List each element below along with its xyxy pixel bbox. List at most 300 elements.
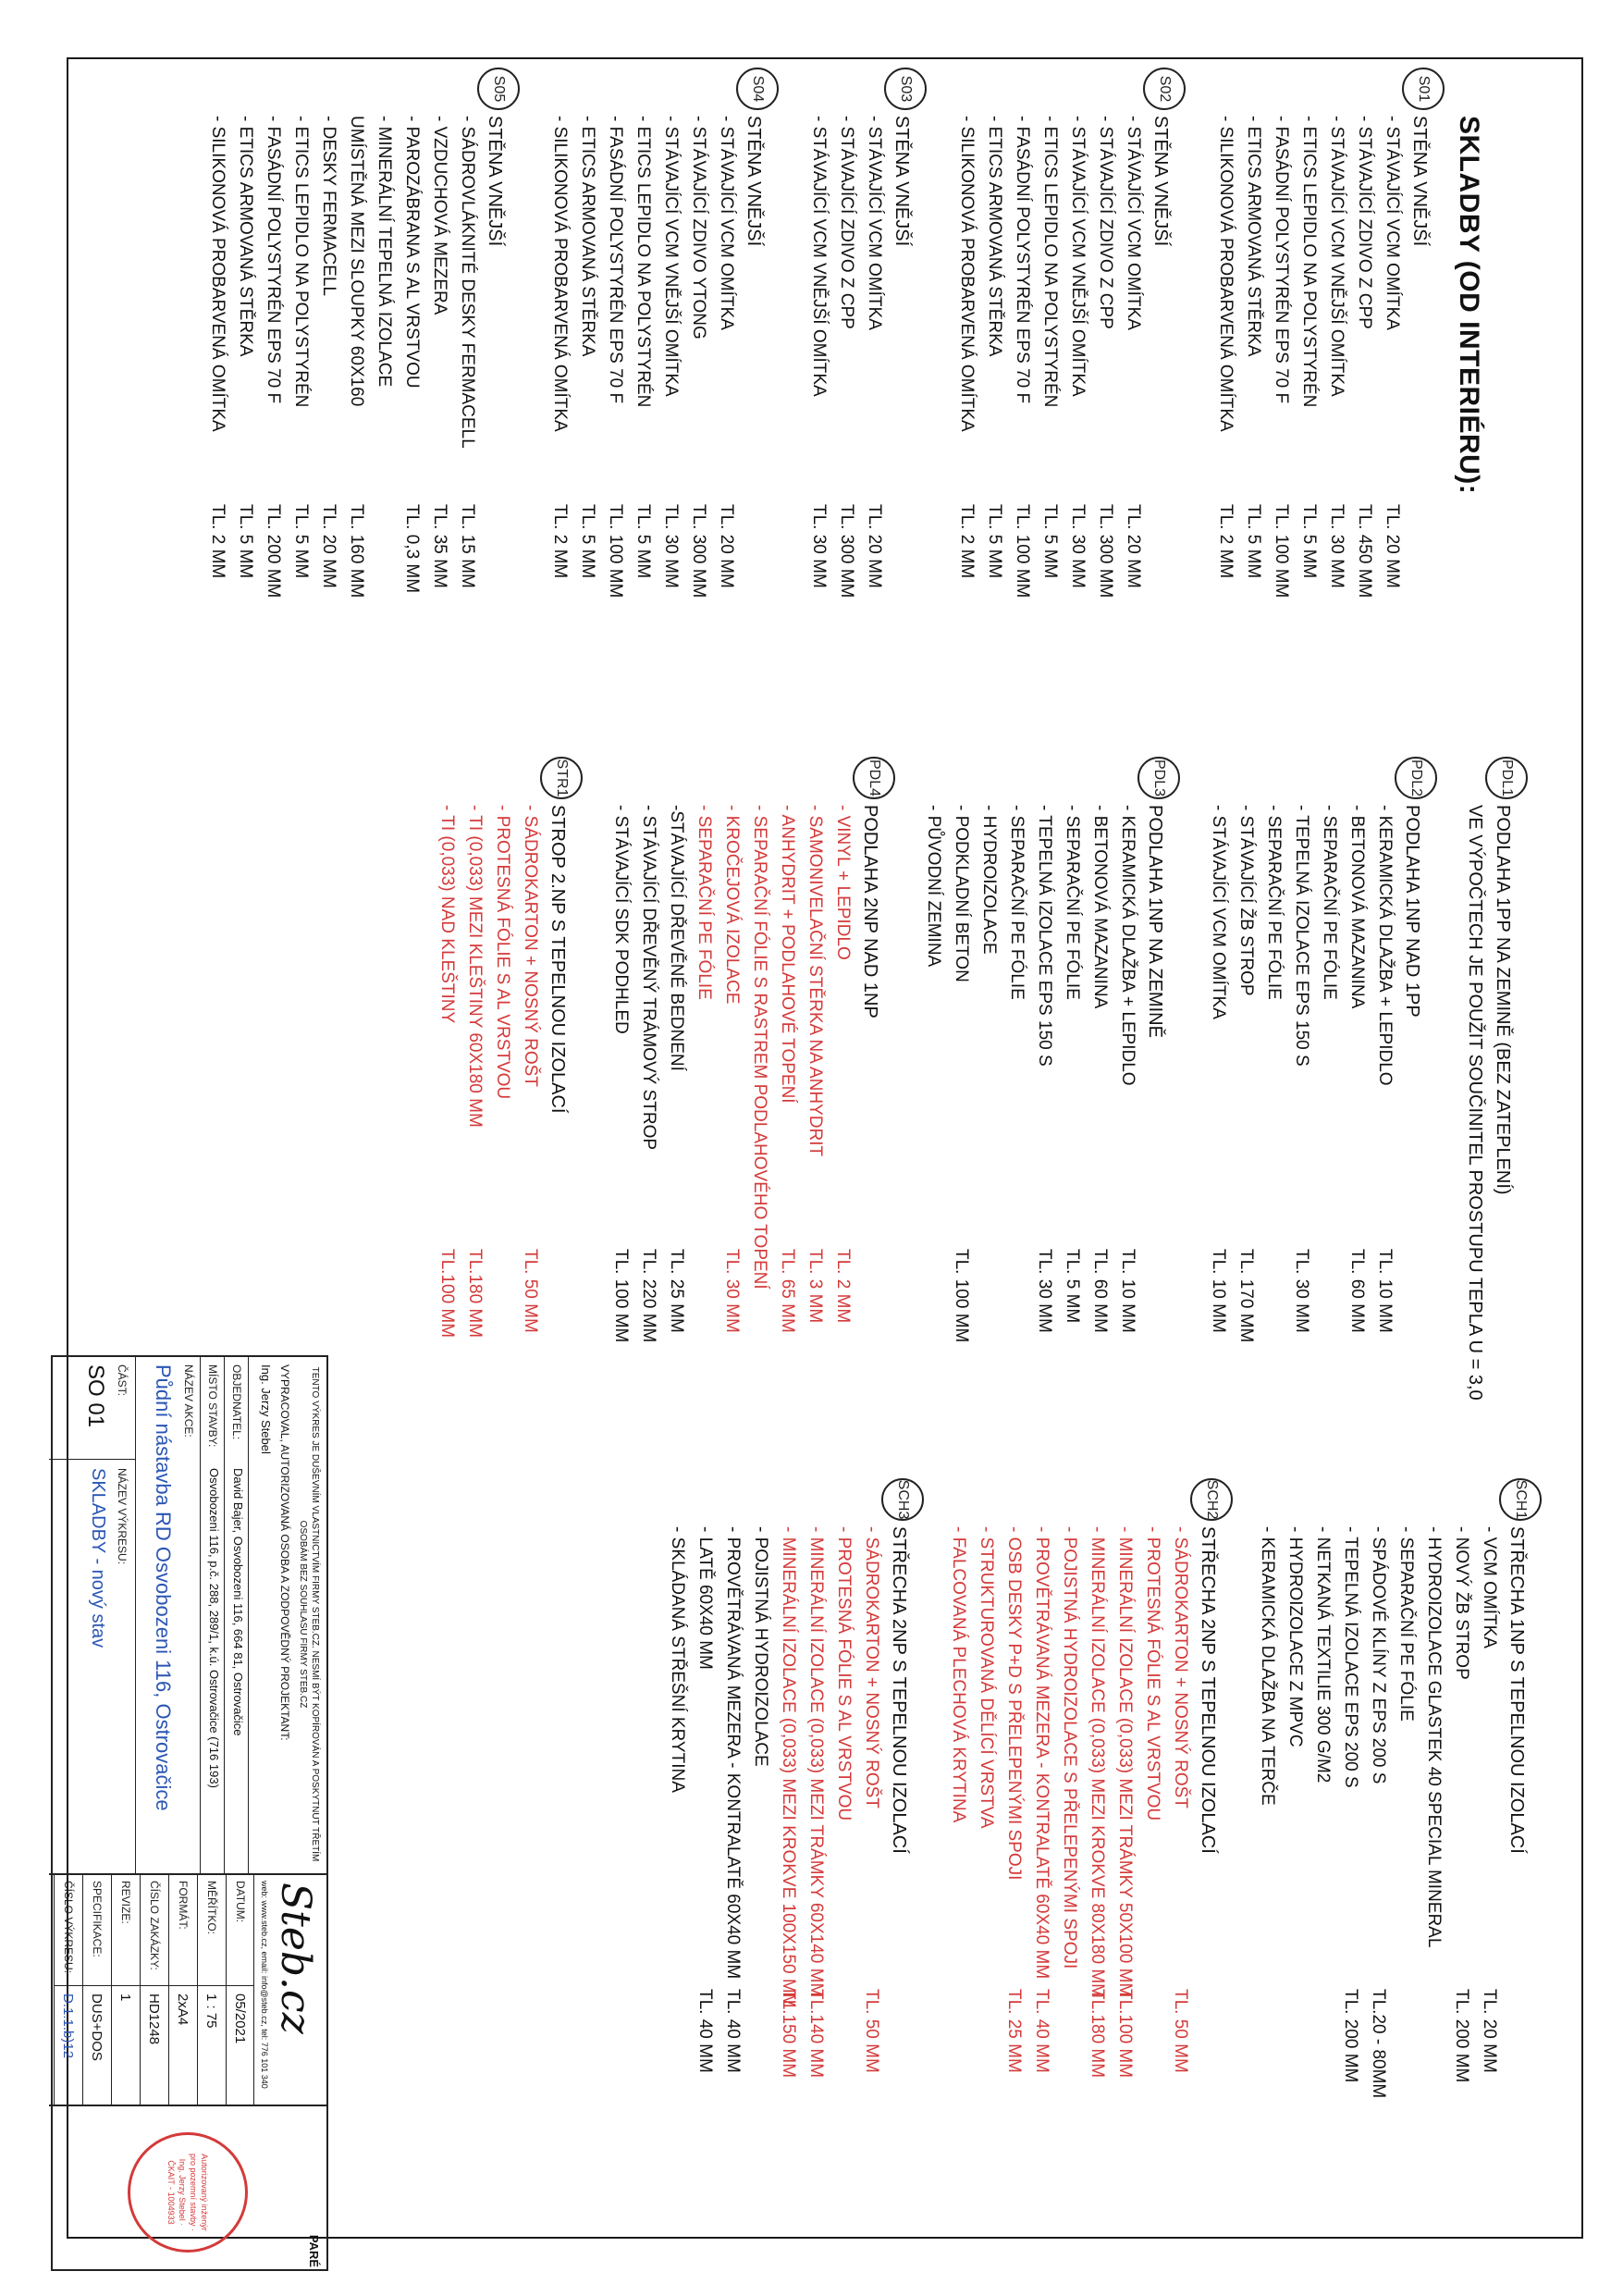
layer-name: - STRUKTUROVANÁ DĚLÍCÍ VRSTVA (977, 1526, 996, 1829)
designer-name: Ing. Jerzy Stebel (259, 1364, 273, 1454)
layer-row (1113, 805, 1141, 1526)
layer-row (801, 805, 829, 1526)
layer-name: - TI (0,033) NAD KLEŠTINY (437, 805, 457, 1024)
layer-row (1447, 1526, 1475, 2248)
site-value: Osvobozeni 116, p.č. 288, 289/1, k.ú. Ostrovačice (716 193) (207, 1468, 221, 1788)
layer-row (774, 1526, 802, 2248)
layer-row (1002, 805, 1030, 1526)
layer-name: - PROVĚTRÁVANÁ MEZERA - KONTRALATĚ 60X40 MM (723, 1526, 743, 1980)
layer-name: - SILIKONOVÁ PROBARVENÁ OMÍTKA (550, 116, 570, 432)
layer-thickness: TL. 20 MM (1383, 504, 1402, 588)
section-tag: S01 (1402, 68, 1445, 110)
layer-row (1295, 116, 1322, 763)
layer-row (488, 805, 516, 1526)
layer-thickness: TL. 10 MM (1209, 1249, 1228, 1333)
layer-name: - BETONOVÁ MAZANINA (1347, 805, 1367, 1009)
section-heading: PODLAHA 2NP NAD 1NP (860, 805, 880, 1018)
layer-thickness: TL. 2 MM (833, 1249, 853, 1324)
row-label: SPECIFIKACE: (83, 1875, 111, 1986)
layer-thickness: TL. 20 MM (717, 504, 736, 588)
layer-row (662, 805, 690, 1526)
layer-name: - MINERÁLNÍ TEPELNÁ IZOLACE (375, 116, 394, 388)
layer-thickness: TL. 40 MM (723, 1989, 743, 2073)
section-tag: S04 (736, 68, 779, 110)
layer-thickness: TL.180 MM (1088, 1989, 1107, 2079)
layer-thickness: TL. 5 MM (236, 504, 255, 579)
layer-name: - TI (0,033) MEZI KLEŠTINY 60X180 MM (465, 805, 485, 1128)
layer-row (773, 805, 801, 1526)
layer-row (1008, 116, 1036, 763)
layer-thickness: TL. 10 MM (1118, 1249, 1137, 1333)
layer-name: - SILIKONOVÁ PROBARVENÁ OMÍTKA (208, 116, 227, 432)
layer-name: - STÁVAJÍCÍ VCM VNĚJŠÍ OMÍTKA (661, 116, 681, 397)
layer-thickness: TL. 100 MM (1272, 504, 1291, 599)
title-block-row (111, 1875, 140, 2105)
layer-row (953, 116, 980, 763)
row-value: 2xA4 (175, 1994, 191, 2026)
layer-name: - FALCOVANÁ PLECHOVÁ KRYTINA (949, 1526, 968, 1823)
layer-thickness: TL. 5 MM (1244, 504, 1263, 579)
section-heading: PODLAHA 1NP NAD 1PP (1402, 805, 1422, 1018)
layer-row (684, 116, 712, 763)
layer-name: - STÁVAJÍCÍ VCM OMÍTKA (1124, 116, 1143, 330)
layer-thickness: TL. 5 MM (1063, 1249, 1082, 1324)
layer-thickness: TL. 5 MM (633, 504, 653, 579)
layer-thickness: TL.100 MM (1115, 1989, 1135, 2079)
stamp-text: Autorizovaný inženýr pro pozemní stavby · Ing. Jerzy Stebel · ČKAIT - 1004933 (166, 2153, 209, 2232)
layer-name: - MINERÁLNÍ IZOLACE (0,033) MEZI KROKVE 80X180 MM (1088, 1526, 1107, 1998)
layer-name: - PROTESNÁ FÓLIE S AL VRSTVOU (834, 1526, 854, 1821)
roofs-column (632, 1479, 1531, 2248)
layer-row (829, 805, 856, 1526)
layer-name: - SILIKONOVÁ PROBARVENÁ OMÍTKA (1216, 116, 1236, 432)
client-label: OBJEDNATEL: (230, 1364, 243, 1440)
layer-name: - ETICS LEPIDLO NA POLYSTYRÉN (1299, 116, 1319, 408)
layer-thickness: TL. 30 MM (809, 504, 829, 588)
layer-name: - SEPARAČNÍ PE FÓLIE (1063, 805, 1082, 1000)
layer-name: - STÁVAJÍCÍ ZDIVO YTONG (689, 116, 708, 339)
section-pdl1 (1461, 759, 1517, 1526)
layer-row (663, 1526, 691, 2248)
layer-thickness: TL. 2 MM (208, 504, 227, 579)
layer-row (947, 805, 975, 1526)
row-label: FORMÁT: (169, 1875, 197, 1986)
layer-name: - FASÁDNÍ POLYSTYRÉN EPS 70 F (1272, 116, 1291, 404)
layer-name: UMÍSTĚNÁ MEZI SLOUPKY 60X160 (347, 116, 366, 407)
layer-name: - OSB DESKY P+D S PŘELEPENÝMI SPOJI (1004, 1526, 1024, 1881)
layer-row (453, 116, 481, 763)
layer-row (342, 116, 370, 763)
layer-row (832, 116, 860, 763)
layer-thickness: TL. 20 MM (319, 504, 338, 588)
layer-row (1138, 1526, 1166, 2248)
layer-name: - POJISTNÁ HYDROIZOLACE S PŘELEPENÝMI SPOJI (1060, 1526, 1079, 1969)
layer-name: - KROČEJOVÁ IZOLACE (722, 805, 742, 1005)
title-block-table (54, 1875, 254, 2105)
layer-row (1343, 805, 1371, 1526)
layer-row (1064, 116, 1091, 763)
layer-thickness: TL. 30 MM (1035, 1249, 1054, 1333)
section-tag: S05 (477, 68, 520, 110)
layer-thickness: TL. 65 MM (778, 1249, 797, 1333)
layer-thickness: TL. 5 MM (291, 504, 311, 579)
layer-name: - VINYL + LEPIDLO (833, 805, 853, 960)
section-heading: PODLAHA 1PP NA ZEMINĚ (BEZ ZATEPLENÍ) (1493, 805, 1513, 1195)
layer-name: - SEPARAČNÍ PE FÓLIE (695, 805, 714, 1000)
section-pdl2 (1204, 759, 1426, 1526)
layer-row (1111, 1526, 1138, 2248)
layer-thickness: TL. 200 MM (1452, 1989, 1471, 2083)
section-heading: STROP 2.NP S TEPELNOU IZOLACÍ (547, 805, 568, 1114)
layer-name: - NOVÝ ŽB STROP (1452, 1526, 1471, 1680)
layer-row (231, 116, 259, 763)
layer-thickness: TL. 200 MM (1341, 1989, 1360, 2083)
layer-row (972, 1526, 1000, 2248)
layer-name: - KERAMICKÁ DLAŽBA NA TERČE (1258, 1526, 1277, 1806)
layer-row (975, 805, 1002, 1526)
layer-thickness: TL. 30 MM (1068, 504, 1088, 588)
layer-thickness: TL. 20 MM (865, 504, 884, 588)
layer-row (601, 116, 629, 763)
layer-name: - ETICS ARMOVANÁ STĚRKA (985, 116, 1004, 357)
layer-row (1055, 1526, 1083, 2248)
layer-thickness: TL. 2 MM (1216, 504, 1236, 579)
walls-column (166, 75, 1433, 763)
layer-thickness: TL. 5 MM (1299, 504, 1319, 579)
section-tag: S03 (884, 68, 927, 110)
layer-row (1091, 116, 1119, 763)
layer-name: - ETICS ARMOVANÁ STĚRKA (1244, 116, 1263, 357)
designer-label: VYPRACOVAL, AUTORIZOVANÁ OSOBA A ZODPOVĚDNÝ PROJEKTANT: (278, 1364, 291, 1741)
layer-name: - POJISTNÁ HYDROIZOLACE (751, 1526, 770, 1767)
layer-row (718, 805, 745, 1526)
layer-thickness: TL. 20 MM (1124, 504, 1143, 588)
layer-thickness: TL. 170 MM (1236, 1249, 1256, 1343)
section-sch2 (944, 1479, 1222, 2248)
layer-row (802, 1526, 830, 2248)
layer-name: - DESKY FERMACELL (319, 116, 338, 296)
layer-thickness: TL. 35 MM (430, 504, 449, 588)
layer-name: - FASÁDNÍ POLYSTYRÉN EPS 70 F (264, 116, 283, 404)
layer-name: - LATĚ 60X40 MM (695, 1526, 715, 1670)
layer-thickness: TL. 10 MM (1375, 1249, 1395, 1333)
section-tag: PDL2 (1395, 757, 1437, 799)
layer-row (1000, 1526, 1027, 2248)
layer-thickness: TL.150 MM (779, 1989, 798, 2079)
drawing-value: SKLADBY - nový stav (88, 1468, 108, 1648)
layer-name: - FASÁDNÍ POLYSTYRÉN EPS 70 F (1013, 116, 1032, 404)
layer-thickness: TL. 3 MM (805, 1249, 825, 1324)
layer-row (398, 116, 425, 763)
layer-name: - PŮVODNÍ ZEMINA (924, 805, 943, 968)
layer-name: - STÁVAJÍCÍ VCM VNĚJŠÍ OMÍTKA (1327, 116, 1346, 397)
title-block-row (54, 1875, 82, 2105)
layer-name: - VCM OMÍTKA (1480, 1526, 1499, 1648)
layer-row (516, 805, 544, 1526)
layer-name: - NETKANÁ TEXTILIE 300 G/M2 (1313, 1526, 1333, 1784)
floors-column (398, 759, 1517, 1526)
layer-thickness: TL. 30 MM (1327, 504, 1346, 588)
layer-thickness: TL. 300 MM (1096, 504, 1115, 599)
layer-row (657, 116, 684, 763)
layer-thickness: TL. 160 MM (347, 504, 366, 599)
part-label: ČÁST: (116, 1364, 129, 1397)
layer-row (433, 805, 461, 1526)
title-block-right (49, 1875, 326, 2106)
layer-name: - SAMONIVELAČNÍ STĚRKA NA ANHYDRIT (805, 805, 825, 1157)
section-tag: SCH1 (1499, 1478, 1542, 1521)
layer-row (980, 116, 1008, 763)
layer-row (1336, 1526, 1364, 2248)
layer-name: - TEPELNÁ IZOLACE EPS 150 S (1292, 805, 1311, 1067)
company-web: web: www.steb.cz, email: info@steb.cz, tel: 776 101 340 (260, 1881, 269, 2089)
layer-thickness: TL. 50 MM (862, 1989, 881, 2073)
row-label: ČÍSLO ZAKÁZKY: (141, 1875, 168, 1986)
layer-row (1036, 116, 1064, 763)
layer-name: - STÁVAJÍCÍ DŘEVĚNÝ TRÁMOVÝ STROP (639, 805, 658, 1151)
layer-thickness: TL. 30 MM (722, 1249, 742, 1333)
title-block-left (49, 1357, 326, 1875)
section-s05 (203, 75, 509, 763)
action-value: Půdní nástavba RD Osvobozeni 116, Ostrovačice (152, 1364, 175, 1811)
layer-row (1119, 116, 1147, 763)
layer-name: - STÁVAJÍCÍ VCM OMÍTKA (717, 116, 736, 330)
layer-row (370, 116, 398, 763)
layer-thickness: TL.180 MM (465, 1249, 485, 1339)
layer-thickness: TL. 40 MM (695, 1989, 715, 2073)
layer-thickness: TL.100 MM (437, 1249, 457, 1339)
section-s01 (1211, 75, 1433, 763)
title-block-row (226, 1875, 254, 2105)
section-heading: STŘECHA 1NP S TEPELNOU IZOLACÍ (1506, 1526, 1527, 1854)
layer-row (1086, 805, 1113, 1526)
layer-name: - SÁDROKARTON + NOSNÝ ROŠT (1171, 1526, 1190, 1808)
layer-name: - SKLÁDANÁ STŘEŠNÍ KRYTINA (668, 1526, 687, 1793)
section-tag: STR1 (540, 757, 583, 799)
layer-name: - SÁDROVLÁKNITÉ DESKY FERMACELL (458, 116, 477, 449)
layer-name: - SPÁDOVÉ KLÍNY Z EPS 200 S (1369, 1526, 1388, 1784)
client-value: David Bajer, Osvobozeni 116, 664 81, Ostrovačice (231, 1468, 245, 1736)
title-block-row (140, 1875, 168, 2105)
layer-row (314, 116, 342, 763)
layer-name: - PODKLADNÍ BETON (952, 805, 971, 982)
layer-name: - ETICS LEPIDLO NA POLYSTYRÉN (633, 116, 653, 408)
layer-thickness: TL. 100 MM (611, 1249, 631, 1343)
layer-thickness: TL. 220 MM (639, 1249, 658, 1343)
section-tag: PDL4 (853, 757, 895, 799)
layer-name: - STÁVAJÍCÍ ZDIVO Z CPP (837, 116, 856, 329)
layer-row (1350, 116, 1378, 763)
layer-thickness: TL. 60 MM (1347, 1249, 1367, 1333)
layer-row (1364, 1526, 1392, 2248)
company-logo: Steb.cz (272, 1882, 319, 2034)
layer-name: -STÁVAJÍCÍ DŘEVĚNÉ BEDNENÍ (667, 805, 686, 1071)
layer-name: - STÁVAJÍCÍ VCM VNĚJŠÍ OMÍTKA (1068, 116, 1088, 397)
section-heading: STŘECHA 2NP S TEPELNOU IZOLACÍ (889, 1526, 909, 1854)
layer-name: - MINERÁLNÍ IZOLACE (0,033) MEZI TRÁMKY 60X140 MM (806, 1526, 826, 1998)
layer-row (690, 805, 718, 1526)
layer-name: - PROTESNÁ FÓLIE S AL VRSTVOU (493, 805, 512, 1100)
layer-row (746, 1526, 774, 2248)
section-heading: STĚNA VNĚJŠÍ (1150, 116, 1171, 247)
layer-thickness: TL. 20 MM (1480, 1989, 1499, 2073)
layer-row (1239, 116, 1267, 763)
layer-thickness: TL. 2 MM (957, 504, 977, 579)
layer-name: - MINERÁLNÍ IZOLACE (0,033) MEZI TRÁMKY 50X100 MM (1115, 1526, 1135, 1998)
layer-thickness: TL. 0,3 MM (402, 504, 422, 594)
layer-name: - KERAMICKÁ DLAŽBA + LEPIDLO (1118, 805, 1137, 1086)
layer-row (1211, 116, 1239, 763)
layer-name: - ETICS ARMOVANÁ STĚRKA (236, 116, 255, 357)
layer-name: - HYDROIZOLACE (979, 805, 999, 955)
layer-row (944, 1526, 972, 2248)
section-sch3 (663, 1479, 913, 2248)
row-label: REVIZE: (112, 1875, 140, 1986)
layer-thickness: TL. 25 MM (667, 1249, 686, 1333)
layer-row (1083, 1526, 1111, 2248)
section-pdl4 (607, 759, 884, 1526)
section-sch1 (1253, 1479, 1531, 2248)
section-tag: S02 (1143, 68, 1186, 110)
layer-row (573, 116, 601, 763)
layer-row (1058, 805, 1086, 1526)
layer-row (1204, 805, 1232, 1526)
layer-row (1267, 116, 1295, 763)
section-s02 (953, 75, 1174, 763)
row-value: HD1248 (146, 1994, 163, 2045)
copyright-notice: TENTO VÝKRES JE DUŠEVNÍM VLASTNICTVÍM FIRMY STEB.CZ. NESMÍ BÝT KOPÍROVÁN A POSKYTNUT TŘETÍM OSOBÁM BEZ SOUHLASU FIRMY STEB.CZ (298, 1366, 320, 1862)
section-heading: PODLAHA 1NP NA ZEMINĚ (1145, 805, 1165, 1038)
drawing-label: NÁZEV VÝKRESU: (116, 1468, 129, 1565)
row-value: DUS+DOS (89, 1994, 105, 2061)
section-heading: STŘECHA 2NP S TEPELNOU IZOLACÍ (1198, 1526, 1218, 1854)
part-value: SO 01 (83, 1364, 108, 1428)
layer-name: - PROVĚTRÁVANÁ MEZERA - KONTRALATĚ 60X40 MM (1032, 1526, 1051, 1980)
layer-name: - BETONOVÁ MAZANINA (1090, 805, 1110, 1009)
layer-name: - HYDROIZOLACE Z MPVC (1285, 1526, 1305, 1747)
section-s04 (546, 75, 768, 763)
layer-row (1287, 805, 1315, 1526)
layer-thickness: TL. 5 MM (578, 504, 597, 579)
layer-name: - STÁVAJÍCÍ ZDIVO Z CPP (1096, 116, 1115, 329)
layer-thickness: TL. 100 MM (606, 504, 625, 599)
site-label: MÍSTO STAVBY: (206, 1364, 219, 1448)
title-block-row (168, 1875, 197, 2105)
layer-row (712, 116, 740, 763)
layer-row (1475, 1526, 1503, 2248)
layer-thickness: TL. 200 MM (264, 504, 283, 599)
layer-name: - ETICS LEPIDLO NA POLYSTYRÉN (1040, 116, 1060, 408)
layer-thickness: TL. 60 MM (1090, 1249, 1110, 1333)
layer-name: - STÁVAJÍCÍ VCM VNĚJŠÍ OMÍTKA (809, 116, 829, 397)
layer-name: - STÁVAJÍCÍ VCM OMÍTKA (865, 116, 884, 330)
layer-thickness: TL. 50 MM (521, 1249, 540, 1333)
layer-name: - VZDUCHOVÁ MEZERA (430, 116, 449, 315)
section-pdl3 (919, 759, 1169, 1526)
layer-row (1371, 805, 1398, 1526)
pare-label: PARÉ (307, 2234, 321, 2267)
layer-name: - STÁVAJÍCÍ SDK PODHLED (611, 805, 631, 1034)
layer-name: - SEPARAČNÍ PE FÓLIE (1320, 805, 1339, 1000)
row-value: 1 (117, 1994, 134, 2002)
layer-row (805, 116, 832, 763)
stamp-area (49, 2106, 326, 2273)
action-label: NÁZEV AKCE: (182, 1364, 195, 1438)
layer-row (629, 116, 657, 763)
row-label: ČÍSLO VÝKRESU: (55, 1875, 82, 1986)
layer-thickness: TL. 5 MM (1040, 504, 1060, 579)
section-tag: PDL1 (1485, 757, 1528, 799)
layer-name: - SEPARAČNÍ FÓLIE S RASTREM PODLAHOVÉHO TOPENÍ (750, 805, 769, 1290)
layer-name: - STÁVAJÍCÍ VCM OMÍTKA (1383, 116, 1402, 330)
layer-row (857, 1526, 885, 2248)
layer-name: - KERAMICKÁ DLAŽBA + LEPIDLO (1375, 805, 1395, 1086)
section-heading: STĚNA VNĚJŠÍ (891, 116, 912, 247)
layer-row (691, 1526, 719, 2248)
layer-row (830, 1526, 857, 2248)
title-block-row (197, 1875, 226, 2105)
authorization-stamp (128, 2132, 248, 2253)
layer-thickness: TL. 15 MM (458, 504, 477, 588)
layer-name: - PROTESNÁ FÓLIE S AL VRSTVOU (1143, 1526, 1162, 1821)
layer-name: - HYDROIZOLACE GLASTEK 40 SPECIAL MINERAL (1424, 1526, 1444, 1948)
layer-name: - ETICS ARMOVANÁ STĚRKA (578, 116, 597, 357)
layer-name: - PAROZÁBRANA S AL VRSTVOU (402, 116, 422, 389)
layer-row (1378, 116, 1406, 763)
row-value: 05/2021 (232, 1994, 249, 2044)
layer-thickness: TL. 50 MM (1171, 1989, 1190, 2073)
layer-name: - SÁDROKARTON + NOSNÝ ROŠT (862, 1526, 881, 1808)
layer-thickness: TL. 2 MM (550, 504, 570, 579)
layer-row (425, 116, 453, 763)
layer-thickness: TL.20 - 80MM (1369, 1989, 1388, 2099)
layer-row (1281, 1526, 1309, 2248)
layer-row (745, 805, 773, 1526)
title-block (51, 1355, 328, 2271)
row-label: DATUM: (227, 1875, 254, 1986)
layer-name: - SÁDROKARTON + NOSNÝ ROŠT (521, 805, 540, 1087)
layer-thickness: TL. 300 MM (837, 504, 856, 599)
row-value: D.1.1.b)12 (60, 1994, 77, 2059)
layer-row (1253, 1526, 1281, 2248)
section-heading: STĚNA VNĚJŠÍ (485, 116, 505, 247)
layer-row (1232, 805, 1260, 1526)
layer-name: - SEPARAČNÍ PE FÓLIE (1007, 805, 1027, 1000)
section-heading: STĚNA VNĚJŠÍ (744, 116, 764, 247)
layer-name: - TEPELNÁ IZOLACE EPS 150 S (1035, 805, 1054, 1067)
layer-row (607, 805, 634, 1526)
layer-thickness: TL. 100 MM (1013, 504, 1032, 599)
layer-row (1309, 1526, 1336, 2248)
layer-row (919, 805, 947, 1526)
layer-thickness: TL. 30 MM (1292, 1249, 1311, 1333)
layer-name: - STÁVAJÍCÍ VCM OMÍTKA (1209, 805, 1228, 1019)
section-tag: SCH3 (881, 1478, 924, 1521)
layer-thickness: TL. 40 MM (1032, 1989, 1051, 2073)
layer-thickness: TL. 450 MM (1355, 504, 1374, 599)
layer-row (634, 805, 662, 1526)
layer-row (1420, 1526, 1447, 2248)
layer-row (1315, 805, 1343, 1526)
layer-name: - SEPARAČNÍ PE FÓLIE (1396, 1526, 1416, 1722)
layer-name: - MINERÁLNÍ IZOLACE (0,033) MEZI KROKVE 100X150 MM (779, 1526, 798, 2008)
row-value: 1 : 75 (203, 1994, 220, 2029)
layer-name: - ETICS LEPIDLO NA POLYSTYRÉN (291, 116, 311, 408)
layer-row (546, 116, 573, 763)
layer-row (203, 116, 231, 763)
layer-thickness: TL. 300 MM (689, 504, 708, 599)
layer-row (461, 805, 488, 1526)
